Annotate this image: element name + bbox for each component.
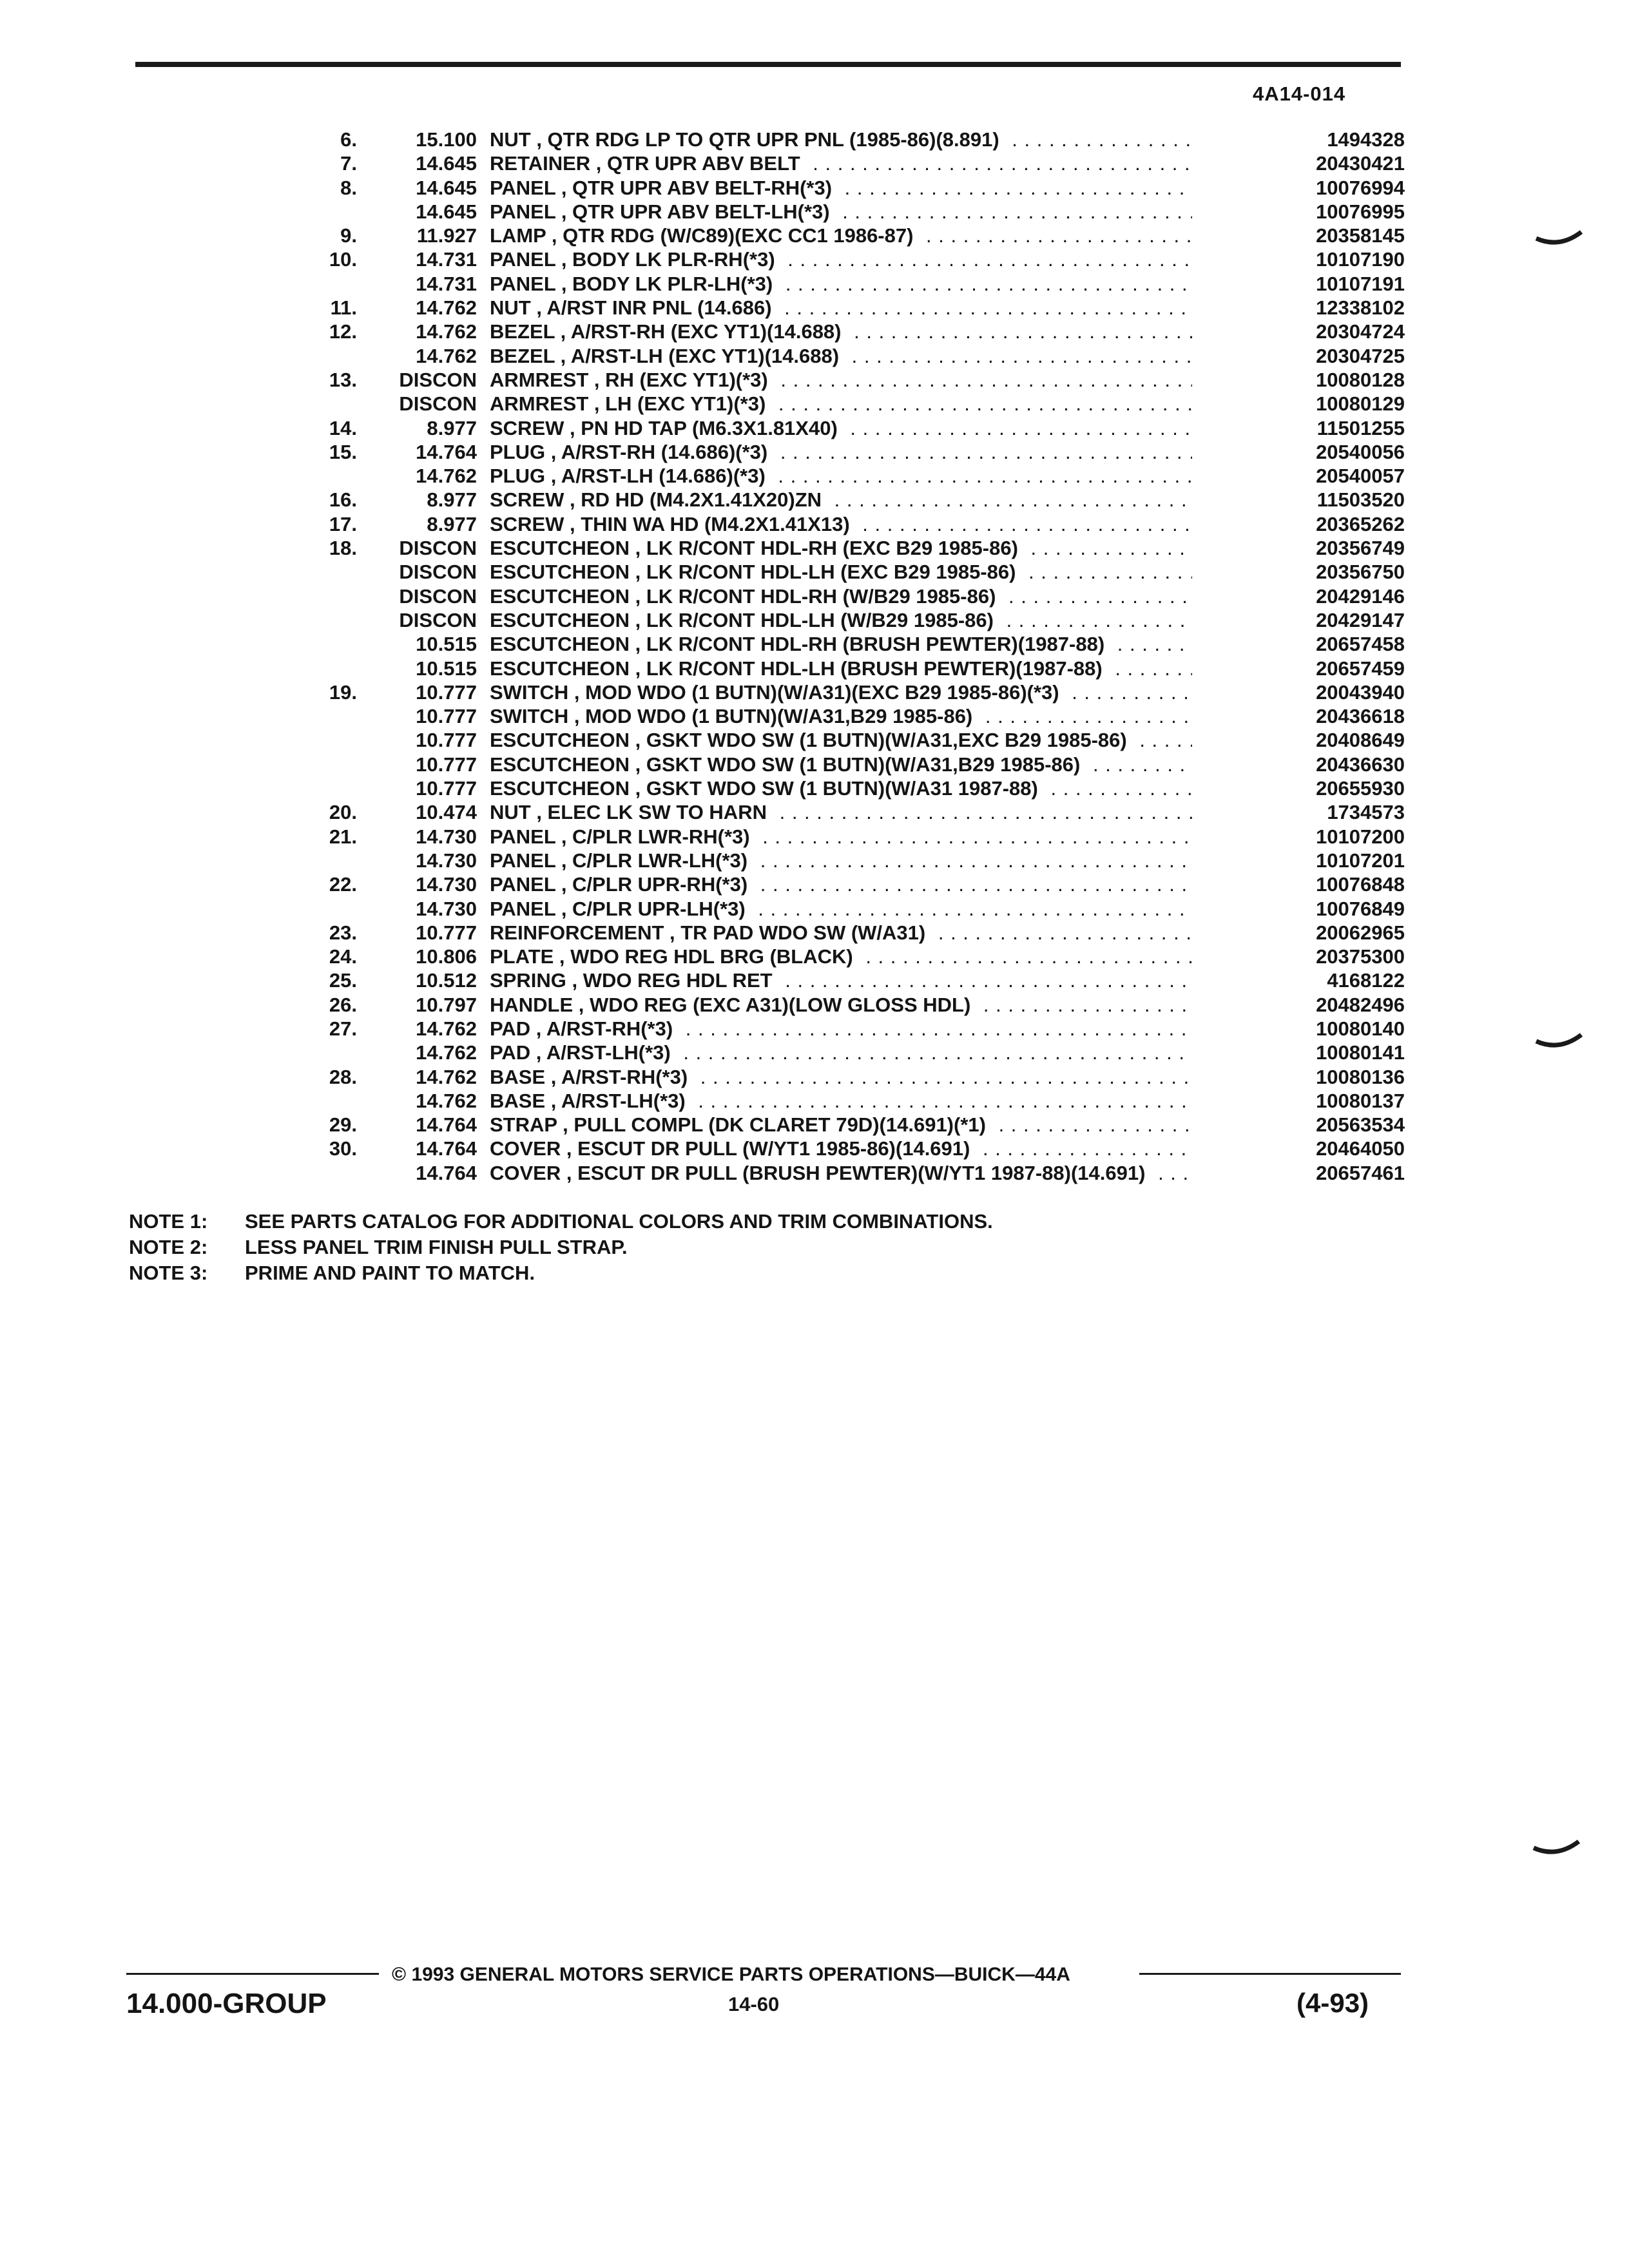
group-number: 14.730 (416, 873, 477, 896)
group-number: 10.777 (416, 680, 477, 704)
part-description: SPRING , WDO REG HDL RET . . . (490, 968, 1192, 992)
part-number: 20482496 (1316, 993, 1405, 1016)
part-description: HANDLE , WDO REG (EXC A31)(LOW GLOSS HDL) . . . (490, 993, 1192, 1017)
part-description: PANEL , C/PLR UPR-LH(*3) . . . (490, 897, 1192, 921)
ref-number: 28. (329, 1065, 357, 1088)
ref-number: 29. (329, 1113, 357, 1137)
part-number: 20540056 (1316, 440, 1405, 463)
ref-number: 10. (329, 248, 357, 271)
ref-number: 9. (340, 224, 357, 247)
group-number: 10.777 (416, 753, 477, 776)
part-number: 1734573 (1327, 801, 1405, 824)
part-number: 10076849 (1316, 897, 1405, 920)
parts-row (142, 1137, 1405, 1160)
group-number: 10.797 (416, 993, 477, 1016)
part-description: ARMREST , LH (EXC YT1)(*3) . . . (490, 392, 1192, 416)
group-number: 14.730 (416, 897, 477, 920)
parts-row (142, 921, 1405, 945)
part-description: BEZEL , A/RST-LH (EXC YT1)(14.688) . . . (490, 344, 1192, 368)
part-number: 20375300 (1316, 945, 1405, 968)
part-description: ESCUTCHEON , GSKT WDO SW (1 BUTN)(W/A31 1987-88) . . . (490, 776, 1192, 800)
part-description: REINFORCEMENT , TR PAD WDO SW (W/A31) . . . (490, 921, 1192, 945)
part-description: ARMREST , RH (EXC YT1)(*3) . . . (490, 368, 1192, 392)
group-number: 10.777 (416, 705, 477, 728)
part-number: 10080136 (1316, 1065, 1405, 1088)
part-number: 20304725 (1316, 344, 1405, 367)
top-rule (135, 62, 1401, 67)
parts-row (142, 224, 1405, 247)
binder-mark (1534, 227, 1585, 258)
group-number: DISCON (399, 584, 477, 608)
part-description: ESCUTCHEON , LK R/CONT HDL-LH (BRUSH PEWTER)(1987-88) . . . (490, 657, 1192, 680)
footer-rule-right (1139, 1973, 1401, 1975)
parts-row (142, 1113, 1405, 1137)
part-description: PANEL , C/PLR UPR-RH(*3) . . . (490, 872, 1192, 896)
part-number: 20429146 (1316, 584, 1405, 608)
ref-number: 8. (340, 176, 357, 199)
parts-row (142, 536, 1405, 560)
group-number: 10.777 (416, 921, 477, 944)
ref-number: 23. (329, 921, 357, 944)
group-number: 14.764 (416, 1137, 477, 1160)
group-number: DISCON (399, 608, 477, 631)
part-number: 12338102 (1316, 296, 1405, 320)
group-number: 14.762 (416, 1041, 477, 1064)
part-description: SCREW , PN HD TAP (M6.3X1.81X40) . . . (490, 416, 1192, 440)
group-number: 10.515 (416, 657, 477, 680)
binder-mark (1534, 1030, 1585, 1061)
part-number: 10080129 (1316, 392, 1405, 416)
part-description: SCREW , RD HD (M4.2X1.41X20)ZN . . . (490, 488, 1192, 512)
part-number: 11501255 (1316, 416, 1405, 439)
part-description: ESCUTCHEON , GSKT WDO SW (1 BUTN)(W/A31,B29 1985-86) . . . (490, 753, 1192, 776)
parts-row (142, 440, 1405, 464)
part-description: STRAP , PULL COMPL (DK CLARET 79D)(14.691)(*1) . . . (490, 1113, 1192, 1137)
part-number: 4168122 (1327, 969, 1405, 992)
parts-row (142, 968, 1405, 992)
parts-row (142, 1089, 1405, 1113)
part-number: 20657461 (1316, 1161, 1405, 1184)
note-line (129, 1209, 993, 1235)
ref-number: 19. (329, 680, 357, 704)
group-number: 10.474 (416, 801, 477, 824)
part-number: 20356750 (1316, 561, 1405, 584)
part-number: 10076848 (1316, 873, 1405, 896)
group-number: 14.762 (416, 465, 477, 488)
group-number: 14.730 (416, 849, 477, 872)
part-description: COVER , ESCUT DR PULL (W/YT1 1985-86)(14.691) . . . (490, 1137, 1192, 1160)
part-number: 20540057 (1316, 465, 1405, 488)
group-number: 14.645 (416, 200, 477, 223)
part-number: 1494328 (1327, 128, 1405, 151)
part-description: PANEL , C/PLR LWR-RH(*3) . . . (490, 825, 1192, 849)
group-number: 14.731 (416, 248, 477, 271)
note-line (129, 1235, 993, 1260)
part-description: BASE , A/RST-LH(*3) . . . (490, 1089, 1192, 1113)
part-description: BEZEL , A/RST-RH (EXC YT1)(14.688) . . . (490, 320, 1192, 343)
part-description: ESCUTCHEON , GSKT WDO SW (1 BUTN)(W/A31,EXC B29 1985-86) . . . (490, 728, 1192, 752)
group-number: 14.731 (416, 272, 477, 295)
parts-row (142, 344, 1405, 368)
part-number: 20436630 (1316, 753, 1405, 776)
group-number: 14.762 (416, 1017, 477, 1040)
parts-row (142, 488, 1405, 512)
ref-number: 27. (329, 1017, 357, 1040)
copyright-line: © 1993 GENERAL MOTORS SERVICE PARTS OPERATIONS—BUICK—44A (392, 1964, 1070, 1985)
part-description: SCREW , THIN WA HD (M4.2X1.41X13) . . . (490, 512, 1192, 536)
parts-row (142, 753, 1405, 776)
ref-number: 12. (329, 320, 357, 343)
part-description: PANEL , BODY LK PLR-RH(*3) . . . (490, 247, 1192, 271)
ref-number: 11. (330, 296, 357, 320)
ref-number: 20. (329, 801, 357, 824)
ref-number: 16. (329, 488, 357, 512)
parts-row (142, 200, 1405, 224)
parts-row (142, 247, 1405, 271)
note-text: SEE PARTS CATALOG FOR ADDITIONAL COLORS AND TRIM COMBINATIONS. (245, 1210, 993, 1233)
part-number: 10080140 (1316, 1017, 1405, 1040)
group-number: DISCON (399, 561, 477, 584)
revision-date: (4-93) (1296, 1988, 1369, 2018)
part-number: 20408649 (1316, 729, 1405, 752)
part-number: 10107190 (1316, 248, 1405, 271)
part-number: 20563534 (1316, 1113, 1405, 1137)
part-number: 20655930 (1316, 777, 1405, 800)
group-number: 10.512 (416, 969, 477, 992)
part-number: 10076995 (1316, 200, 1405, 223)
part-description: PLATE , WDO REG HDL BRG (BLACK) . . . (490, 945, 1192, 968)
ref-number: 26. (329, 993, 357, 1016)
group-number: DISCON (399, 537, 477, 560)
ref-number: 13. (329, 368, 357, 391)
note-label: NOTE 2: (129, 1236, 208, 1258)
part-number: 20429147 (1316, 608, 1405, 631)
part-description: SWITCH , MOD WDO (1 BUTN)(W/A31,B29 1985-86) . . . (490, 704, 1192, 728)
parts-row (142, 128, 1405, 151)
part-description: BASE , A/RST-RH(*3) . . . (490, 1065, 1192, 1089)
group-number: 14.764 (416, 1113, 477, 1137)
parts-row (142, 320, 1405, 343)
parts-row (142, 584, 1405, 608)
part-number: 10080137 (1316, 1089, 1405, 1112)
part-description: PANEL , BODY LK PLR-LH(*3) . . . (490, 272, 1192, 296)
group-number: 14.645 (416, 176, 477, 199)
group-number: 14.762 (416, 320, 477, 343)
group-number: 14.762 (416, 1089, 477, 1112)
part-number: 20356749 (1316, 537, 1405, 560)
part-description: PANEL , QTR UPR ABV BELT-RH(*3) . . . (490, 176, 1192, 200)
group-number: 10.777 (416, 777, 477, 800)
footer-rule-left (126, 1973, 379, 1975)
parts-row (142, 176, 1405, 200)
parts-row (142, 993, 1405, 1017)
note-text: LESS PANEL TRIM FINISH PULL STRAP. (245, 1236, 628, 1258)
ref-number: 17. (329, 512, 357, 535)
part-description: PLUG , A/RST-RH (14.686)(*3) . . . (490, 440, 1192, 464)
part-description: PANEL , QTR UPR ABV BELT-LH(*3) . . . (490, 200, 1192, 224)
ref-number: 7. (340, 152, 357, 175)
part-number: 10107201 (1316, 849, 1405, 872)
parts-row (142, 560, 1405, 584)
part-number: 11503520 (1316, 488, 1405, 512)
ref-number: 25. (329, 969, 357, 992)
part-number: 20358145 (1316, 224, 1405, 247)
group-number: DISCON (399, 392, 477, 416)
group-number: 15.100 (416, 128, 477, 151)
part-description: ESCUTCHEON , LK R/CONT HDL-LH (W/B29 1985-86) . . . (490, 608, 1192, 632)
parts-row (142, 392, 1405, 416)
group-number: 8.977 (427, 512, 477, 535)
part-description: PANEL , C/PLR LWR-LH(*3) . . . (490, 849, 1192, 872)
part-description: PAD , A/RST-RH(*3) . . . (490, 1017, 1192, 1041)
group-number: 14.764 (416, 1161, 477, 1184)
parts-row (142, 632, 1405, 656)
note-text: PRIME AND PAINT TO MATCH. (245, 1262, 535, 1284)
parts-row (142, 897, 1405, 921)
parts-row (142, 825, 1405, 849)
parts-row (142, 1161, 1405, 1185)
parts-row (142, 368, 1405, 392)
group-number: 10.806 (416, 945, 477, 968)
part-description: ESCUTCHEON , LK R/CONT HDL-LH (EXC B29 1985-86) . . . (490, 560, 1192, 584)
parts-row (142, 1065, 1405, 1089)
part-number: 20464050 (1316, 1137, 1405, 1160)
part-number: 10107191 (1316, 272, 1405, 295)
parts-row (142, 272, 1405, 296)
parts-row (142, 728, 1405, 752)
note-label: NOTE 3: (129, 1262, 208, 1284)
part-description: SWITCH , MOD WDO (1 BUTN)(W/A31)(EXC B29 1985-86)(*3) . . . (490, 680, 1192, 704)
part-description: LAMP , QTR RDG (W/C89)(EXC CC1 1986-87) . . . (490, 224, 1192, 247)
parts-row (142, 657, 1405, 680)
parts-row (142, 416, 1405, 440)
notes (129, 1209, 993, 1286)
parts-row (142, 512, 1405, 536)
group-number: 11.927 (416, 224, 477, 247)
part-description: PAD , A/RST-LH(*3) . . . (490, 1041, 1192, 1064)
part-number: 20365262 (1316, 512, 1405, 535)
part-number: 10080128 (1316, 368, 1405, 391)
group-number: 10.515 (416, 633, 477, 656)
part-number: 20436618 (1316, 705, 1405, 728)
parts-row (142, 872, 1405, 896)
parts-row (142, 945, 1405, 968)
ref-number: 14. (329, 416, 357, 439)
group-number: 14.764 (416, 440, 477, 463)
note-label: NOTE 1: (129, 1210, 208, 1233)
part-description: NUT , ELEC LK SW TO HARN . . . (490, 800, 1192, 824)
parts-row (142, 680, 1405, 704)
group-number: 14.762 (416, 344, 477, 367)
page-number: 14-60 (728, 1993, 780, 2015)
parts-list (142, 128, 1405, 1185)
ref-number: 22. (329, 873, 357, 896)
binder-mark (1531, 1836, 1583, 1867)
group-number: 14.730 (416, 825, 477, 848)
part-description: RETAINER , QTR UPR ABV BELT . . . (490, 151, 1192, 175)
parts-row (142, 704, 1405, 728)
parts-row (142, 296, 1405, 320)
part-description: ESCUTCHEON , LK R/CONT HDL-RH (BRUSH PEWTER)(1987-88) . . . (490, 632, 1192, 656)
group-number: DISCON (399, 368, 477, 391)
ref-number: 24. (329, 945, 357, 968)
parts-row (142, 464, 1405, 488)
page-code: 4A14-014 (1253, 82, 1346, 105)
note-line (129, 1260, 993, 1286)
group-number: 8.977 (427, 488, 477, 512)
parts-row (142, 800, 1405, 824)
group-number: 14.645 (416, 152, 477, 175)
group-label: 14.000-GROUP (126, 1988, 327, 2019)
group-number: 14.762 (416, 296, 477, 320)
part-description: ESCUTCHEON , LK R/CONT HDL-RH (EXC B29 1985-86) . . . (490, 536, 1192, 560)
parts-row (142, 849, 1405, 872)
ref-number: 18. (329, 537, 357, 560)
parts-row (142, 151, 1405, 175)
parts-row (142, 1017, 1405, 1041)
group-number: 14.762 (416, 1065, 477, 1088)
parts-row (142, 776, 1405, 800)
part-number: 10080141 (1316, 1041, 1405, 1064)
part-number: 10107200 (1316, 825, 1405, 848)
part-number: 20657459 (1316, 657, 1405, 680)
group-number: 8.977 (427, 416, 477, 439)
group-number: 10.777 (416, 729, 477, 752)
part-number: 20657458 (1316, 633, 1405, 656)
parts-row (142, 1041, 1405, 1064)
part-description: PLUG , A/RST-LH (14.686)(*3) . . . (490, 464, 1192, 488)
part-number: 20304724 (1316, 320, 1405, 343)
ref-number: 30. (329, 1137, 357, 1160)
part-description: ESCUTCHEON , LK R/CONT HDL-RH (W/B29 1985-86) . . . (490, 584, 1192, 608)
ref-number: 21. (329, 825, 357, 848)
part-description: NUT , A/RST INR PNL (14.686) . . . (490, 296, 1192, 320)
part-description: COVER , ESCUT DR PULL (BRUSH PEWTER)(W/YT1 1987-88)(14.691) . . . (490, 1161, 1192, 1185)
part-number: 10076994 (1316, 176, 1405, 199)
part-description: NUT , QTR RDG LP TO QTR UPR PNL (1985-86)(8.891) . . . (490, 128, 1192, 151)
part-number: 20430421 (1316, 152, 1405, 175)
part-number: 20062965 (1316, 921, 1405, 944)
ref-number: 15. (329, 440, 357, 463)
ref-number: 6. (340, 128, 357, 151)
parts-row (142, 608, 1405, 632)
part-number: 20043940 (1316, 680, 1405, 704)
